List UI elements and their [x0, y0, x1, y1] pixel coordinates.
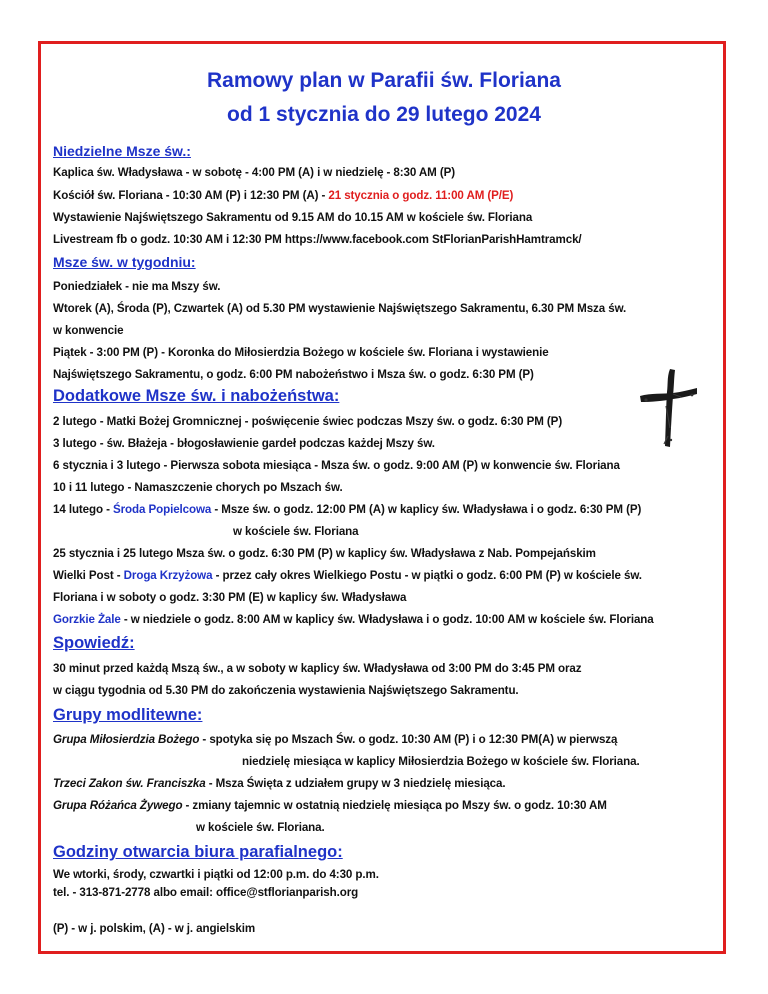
language-legend: (P) - w j. polskim, (A) - w j. angielskim [53, 922, 256, 935]
bitter-lamentations-label: Gorzkie Żale [53, 613, 121, 626]
extra-line-3: 6 stycznia i 3 lutego - Pierwsza sobota miesiąca - Msza św. o godz. 9:00 AM (P) w konwencie św. Floriana [53, 459, 620, 472]
sunday-line-1: Kaplica św. Władysława - w sobotę - 4:00 PM (A) i w niedzielę - 8:30 AM (P) [53, 166, 456, 179]
group-text-rosary: - zmiany tajemnic w ostatnią niedzielę miesiąca po Mszy św. o godz. 10:30 AM [182, 799, 607, 812]
group-line-3-cont: w kościele św. Floriana. [196, 821, 325, 834]
extra-line-2: 3 lutego - św. Błażeja - błogosławienie gardeł podczas każdej Mszy św. [53, 437, 435, 450]
extra-line-10 [53, 613, 654, 626]
group-line-1 [53, 733, 617, 746]
confession-line-2: w ciągu tygodnia od 5.30 PM do zakończenia wystawienia Najświętszego Sakramentu. [53, 684, 519, 697]
extra-line-5 [53, 503, 641, 516]
office-hours: We wtorki, środy, czwartki i piątki od 12:00 p.m. do 4:30 p.m. [53, 868, 379, 881]
sunday-line-2-text: Kościół św. Floriana - 10:30 AM (P) i 12:30 PM (A) - [53, 189, 329, 202]
group-line-2 [53, 777, 506, 790]
sunday-line-2 [53, 189, 513, 202]
way-of-cross-label: Droga Krzyżowa [123, 569, 213, 582]
office-contact: tel. - 313-871-2778 albo email: office@stflorianparish.org [53, 886, 359, 899]
extra-line-5-date: 14 lutego - [53, 503, 113, 516]
extra-line-4: 10 i 11 lutego - Namaszczenie chorych po Mszach św. [53, 481, 343, 494]
page-subtitle: od 1 stycznia do 29 lutego 2024 [227, 103, 541, 126]
group-name-franciscan: Trzeci Zakon św. Franciszka [53, 777, 206, 790]
section-heading-extra: Dodatkowe Msze św. i nabożeństwa: [53, 387, 340, 405]
extra-line-5-text: - Msze św. o godz. 12:00 PM (A) w kaplicy św. Władysława i o godz. 6:30 PM (P) [211, 503, 642, 516]
weekday-line-4: Piątek - 3:00 PM (P) - Koronka do Miłosierdzia Bożego w kościele św. Floriana i wystawienie [53, 346, 549, 359]
section-heading-confession: Spowiedź: [53, 634, 135, 652]
sunday-line-3: Wystawienie Najświętszego Sakramentu od 9.15 AM do 10.15 AM w kościele św. Floriana [53, 211, 533, 224]
extra-line-8-lent: Wielki Post - [53, 569, 124, 582]
extra-line-10-text: - w niedziele o godz. 8:00 AM w kaplicy św. Władysława i o godz. 10:00 AM w kościele św. Floriana [120, 613, 654, 626]
weekday-line-2: Wtorek (A), Środa (P), Czwartek (A) od 5.30 PM wystawienie Najświętszego Sakramentu, 6.30 PM Msza św. [53, 302, 627, 315]
special-date-note: 21 stycznia o godz. 11:00 AM (P/E) [328, 189, 514, 202]
group-name-rosary: Grupa Różańca Żywego [53, 799, 183, 812]
group-line-3 [53, 799, 607, 812]
group-name-divine-mercy: Grupa Miłosierdzia Bożego [53, 733, 200, 746]
page-title: Ramowy plan w Parafii św. Floriana [207, 69, 561, 92]
sunday-line-4: Livestream fb o godz. 10:30 AM i 12:30 PM https://www.facebook.com StFlorianParishHamtramck/ [53, 233, 582, 246]
extra-line-6: w kościele św. Floriana [233, 525, 359, 538]
section-heading-office: Godziny otwarcia biura parafialnego: [53, 843, 343, 861]
confession-line-1: 30 minut przed każdą Mszą św., a w soboty w kaplicy św. Władysława od 3:00 PM do 3:45 PM oraz [53, 662, 582, 675]
weekday-line-5: Najświętszego Sakramentu, o godz. 6:00 PM nabożeństwo i Msza św. o godz. 6:30 PM (P) [53, 368, 534, 381]
weekday-line-1: Poniedziałek - nie ma Mszy św. [53, 280, 221, 293]
extra-line-9: Floriana i w soboty o godz. 3:30 PM (E) w kaplicy św. Władysława [53, 591, 407, 604]
extra-line-8-text: - przez cały okres Wielkiego Postu - w piątki o godz. 6:00 PM (P) w kościele św. [212, 569, 642, 582]
group-text-divine-mercy: - spotyka się po Mszach Św. o godz. 10:30 AM (P) i o 12:30 PM(A) w pierwszą [199, 733, 618, 746]
extra-line-8 [53, 569, 642, 582]
group-text-franciscan: - Msza Święta z udziałem grupy w 3 niedzielę miesiąca. [205, 777, 506, 790]
section-heading-groups: Grupy modlitewne: [53, 706, 203, 724]
group-line-1-cont: niedzielę miesiąca w kaplicy Miłosierdzia Bożego w kościele św. Floriana. [242, 755, 640, 768]
section-heading-weekday: Msze św. w tygodniu: [53, 254, 196, 270]
extra-line-1: 2 lutego - Matki Bożej Gromnicznej - poświęcenie świec podczas Mszy św. o godz. 6:30 PM (P) [53, 415, 563, 428]
extra-line-7: 25 stycznia i 25 lutego Msza św. o godz. 6:30 PM (P) w kaplicy św. Władysława z Nab. Pompejańskim [53, 547, 596, 560]
ash-wednesday-label: Środa Popielcowa [113, 503, 212, 516]
section-heading-sunday: Niedzielne Msze św.: [53, 143, 191, 159]
weekday-line-3: w konwencie [53, 324, 124, 337]
ash-cross-icon [637, 366, 699, 450]
